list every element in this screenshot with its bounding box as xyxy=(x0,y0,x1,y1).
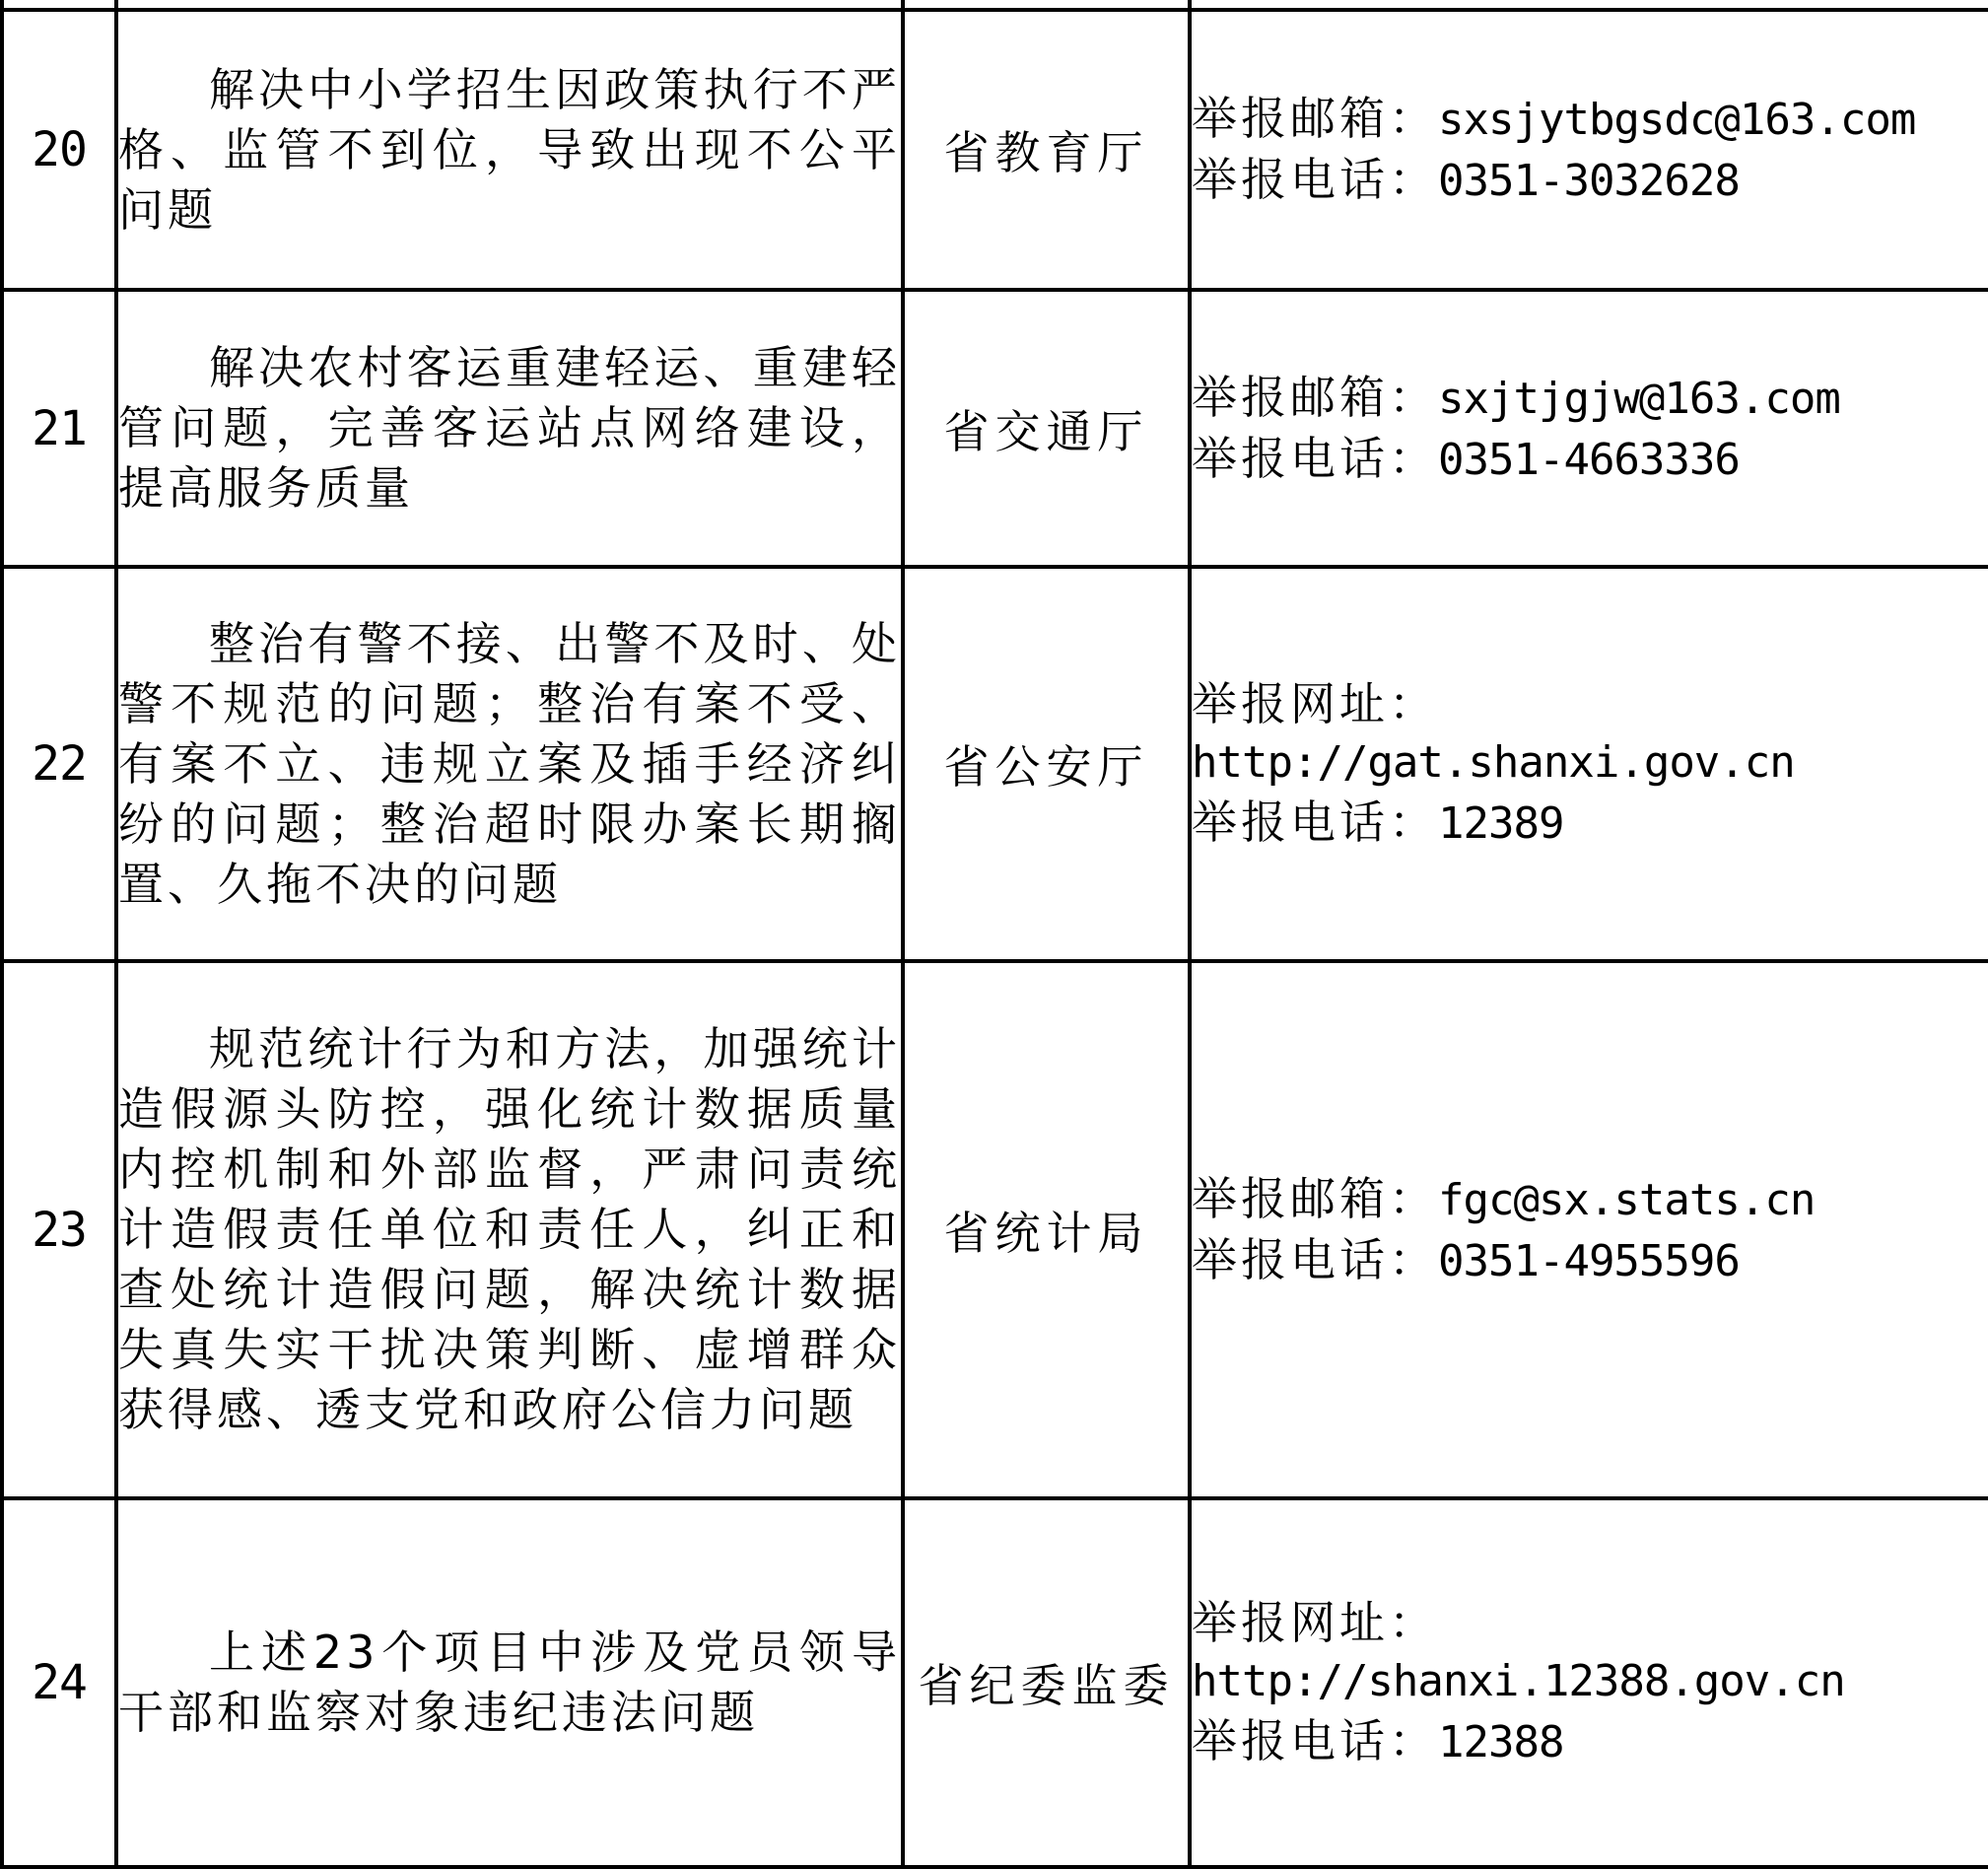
item-description: 解决中小学招生因政策执行不严格、监管不到位，导致出现不公平问题 xyxy=(118,62,901,237)
contact-label: 举报电话： xyxy=(1192,431,1438,485)
contact-phone: 12388 xyxy=(1438,1717,1564,1767)
contact-label: 举报邮箱： xyxy=(1192,92,1438,145)
contact-cell xyxy=(1190,567,1988,961)
contact-email-line xyxy=(1192,89,1988,150)
contact-phone-line xyxy=(1192,1230,1988,1291)
row-number: 21 xyxy=(2,290,116,567)
cell-empty xyxy=(116,0,903,10)
item-description: 整治有警不接、出警不及时、处警不规范的问题；整治有案不受、有案不立、违规立案及插手经济纠纷的问题；整治超时限办案长期搁置、久拖不决的问题 xyxy=(118,616,901,911)
item-description-cell xyxy=(116,290,903,567)
contact-cell xyxy=(1190,10,1988,290)
contact-phone: 12389 xyxy=(1438,798,1564,849)
item-description: 解决农村客运重建轻运、重建轻管问题，完善客运站点网络建设，提高服务质量 xyxy=(118,341,901,515)
contact-phone-line xyxy=(1192,793,1988,854)
contact-website-label: 举报网址： xyxy=(1192,677,1438,730)
department-name: 省教育厅 xyxy=(903,10,1190,290)
row-number: 23 xyxy=(2,961,116,1498)
item-description: 上述23个项目中涉及党员领导干部和监察对象违纪违法问题 xyxy=(118,1626,901,1739)
contact-phone-line xyxy=(1192,1711,1988,1772)
item-description-cell xyxy=(116,961,903,1498)
contact-email-line xyxy=(1192,1169,1988,1230)
contact-label: 举报电话： xyxy=(1192,796,1438,849)
contact-phone: 0351-4955596 xyxy=(1438,1235,1740,1286)
contact-phone: 0351-3032628 xyxy=(1438,156,1740,206)
contact-email: sxjtjgjw@163.com xyxy=(1438,373,1840,424)
contact-label: 举报电话： xyxy=(1192,153,1438,206)
row-number: 22 xyxy=(2,567,116,961)
table-row-continued xyxy=(2,0,1988,10)
row-number: 24 xyxy=(2,1498,116,1867)
item-description-cell xyxy=(116,567,903,961)
table-row xyxy=(2,961,1988,1498)
table-row xyxy=(2,290,1988,567)
contact-website-link[interactable]: http://gat.shanxi.gov.cn xyxy=(1192,737,1795,788)
table-row xyxy=(2,567,1988,961)
contact-email: sxsjytbgsdc@163.com xyxy=(1438,95,1916,145)
row-number: 20 xyxy=(2,10,116,290)
contact-label: 举报邮箱： xyxy=(1192,370,1438,424)
department-name: 省统计局 xyxy=(903,961,1190,1498)
contact-cell xyxy=(1190,961,1988,1498)
table-row xyxy=(2,1498,1988,1867)
contact-label: 举报邮箱： xyxy=(1192,1171,1438,1225)
contact-cell xyxy=(1190,1498,1988,1867)
table-row xyxy=(2,10,1988,290)
cell-empty xyxy=(2,0,116,10)
contact-phone-line xyxy=(1192,429,1988,490)
contact-website-label: 举报网址： xyxy=(1192,1596,1438,1649)
item-description: 规范统计行为和方法，加强统计造假源头防控，强化统计数据质量内控机制和外部监督，严肃问责统计造假责任单位和责任人，纠正和查处统计造假问题，解决统计数据失真失实干扰决策判断、虚增群众获得感、透支党和政府公信力问题 xyxy=(118,1022,901,1436)
contact-phone: 0351-4663336 xyxy=(1438,434,1740,485)
department-name: 省交通厅 xyxy=(903,290,1190,567)
cell-empty xyxy=(1190,0,1988,10)
contact-email: fgc@sx.stats.cn xyxy=(1438,1174,1816,1225)
contact-website-link[interactable]: http://shanxi.12388.gov.cn xyxy=(1192,1656,1845,1706)
item-description-cell xyxy=(116,1498,903,1867)
contact-label: 举报电话： xyxy=(1192,1232,1438,1286)
contact-phone-line xyxy=(1192,150,1988,211)
department-name: 省纪委监委 xyxy=(903,1498,1190,1867)
contact-email-line xyxy=(1192,368,1988,429)
department-name: 省公安厅 xyxy=(903,567,1190,961)
contact-label: 举报电话： xyxy=(1192,1714,1438,1767)
cell-empty xyxy=(903,0,1190,10)
contact-cell xyxy=(1190,290,1988,567)
item-description-cell xyxy=(116,10,903,290)
